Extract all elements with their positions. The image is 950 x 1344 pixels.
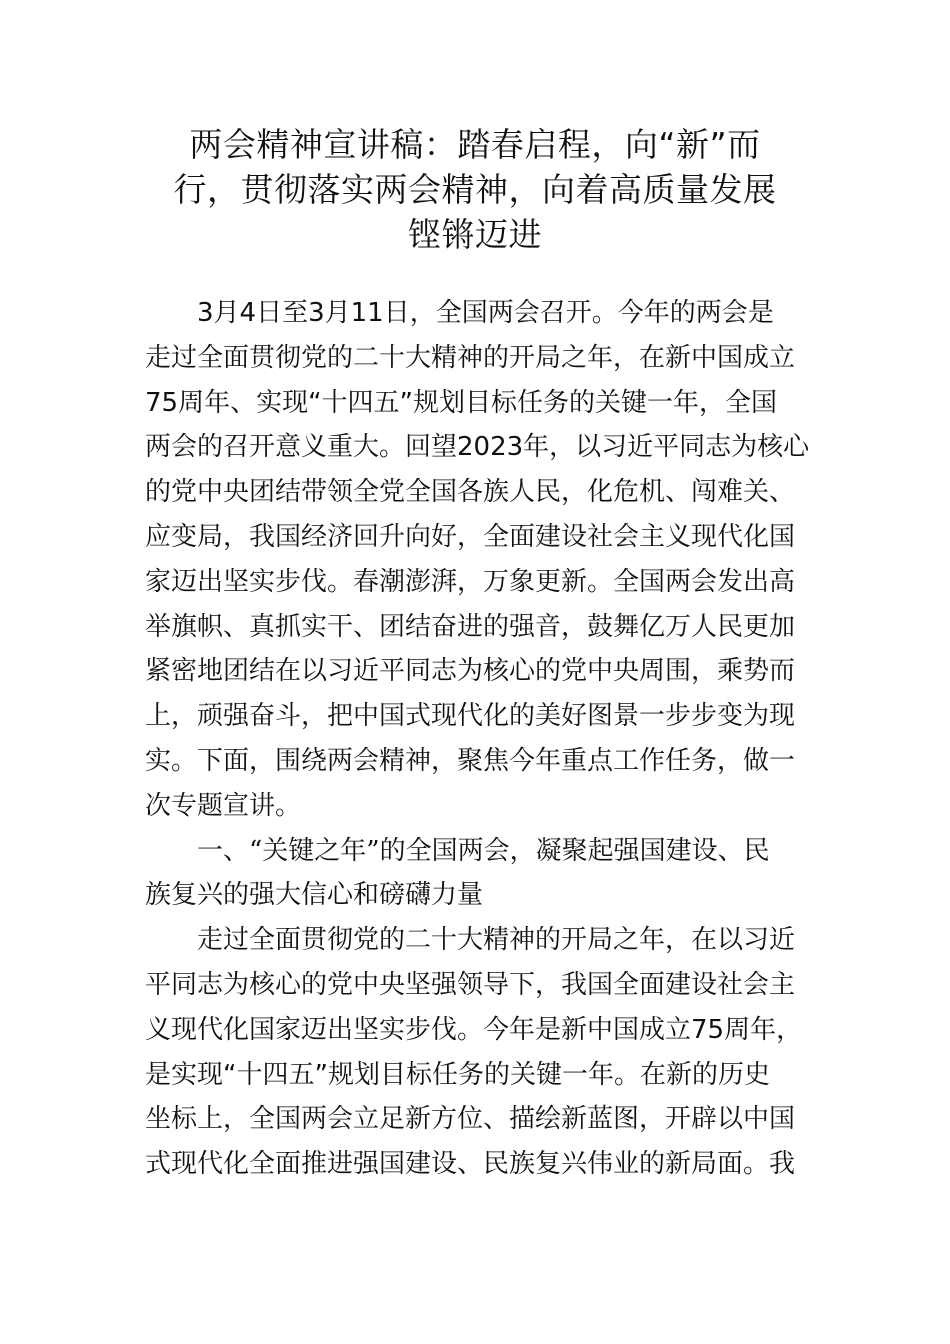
text-line: 两会的召开意义重大。回望2023年，以习近平同志为核心 bbox=[145, 432, 810, 463]
text-line: 紧密地团结在以习近平同志为核心的党中央周围，乘势而 bbox=[145, 656, 796, 687]
text-line: 75周年、实现“十四五”规划目标任务的关键一年，全国 bbox=[145, 387, 778, 418]
text-line: 应变局，我国经济回升向好，全面建设社会主义现代化国 bbox=[145, 521, 796, 552]
text-line: 3月4日至3月11日，全国两会召开。今年的两会是 bbox=[197, 298, 774, 328]
title-line: 两会精神宣讲稿：踏春启程，向“新”而 bbox=[189, 125, 761, 164]
text-line: 家迈出坚实步伐。春潮澎湃，万象更新。全国两会发出高 bbox=[145, 566, 796, 597]
text-line: 是实现“十四五”规划目标任务的关键一年。在新的历史 bbox=[145, 1059, 770, 1090]
text-line: 上，顽强奋斗，把中国式现代化的美好图景一步步变为现 bbox=[145, 701, 796, 732]
section-heading-1 bbox=[145, 829, 815, 919]
text-line: 平同志为核心的党中央坚强领导下，我国全面建设社会主 bbox=[145, 969, 796, 1000]
text-line: 实。下面，围绕两会精神，聚焦今年重点工作任务，做一 bbox=[145, 745, 796, 776]
heading-line: 族复兴的强大信心和磅礴力量 bbox=[145, 880, 484, 911]
paragraph-intro bbox=[145, 291, 815, 829]
paragraph-section-1 bbox=[145, 918, 815, 1187]
document-title bbox=[145, 122, 805, 257]
text-line: 次专题宣讲。 bbox=[145, 790, 302, 821]
text-line: 式现代化全面推进强国建设、民族复兴伟业的新局面。我 bbox=[145, 1149, 796, 1180]
document-body bbox=[145, 291, 815, 1187]
title-line: 行，贯彻落实两会精神，向着高质量发展 bbox=[173, 170, 777, 209]
title-line: 铿锵迈进 bbox=[408, 215, 542, 254]
text-line: 义现代化国家迈出坚实步伐。今年是新中国成立75周年， bbox=[145, 1014, 803, 1045]
text-line: 走过全面贯彻党的二十大精神的开局之年，在新中国成立 bbox=[145, 342, 796, 373]
text-line: 坐标上，全国两会立足新方位、描绘新蓝图，开辟以中国 bbox=[145, 1104, 796, 1135]
text-line: 走过全面贯彻党的二十大精神的开局之年，在以习近 bbox=[197, 925, 796, 956]
text-line: 举旗帜、真抓实干、团结奋进的强音，鼓舞亿万人民更加 bbox=[145, 611, 796, 642]
text-line: 的党中央团结带领全党全国各族人民，化危机、闯难关、 bbox=[145, 477, 796, 508]
heading-line: 一、“关键之年”的全国两会，凝聚起强国建设、民 bbox=[197, 835, 770, 866]
